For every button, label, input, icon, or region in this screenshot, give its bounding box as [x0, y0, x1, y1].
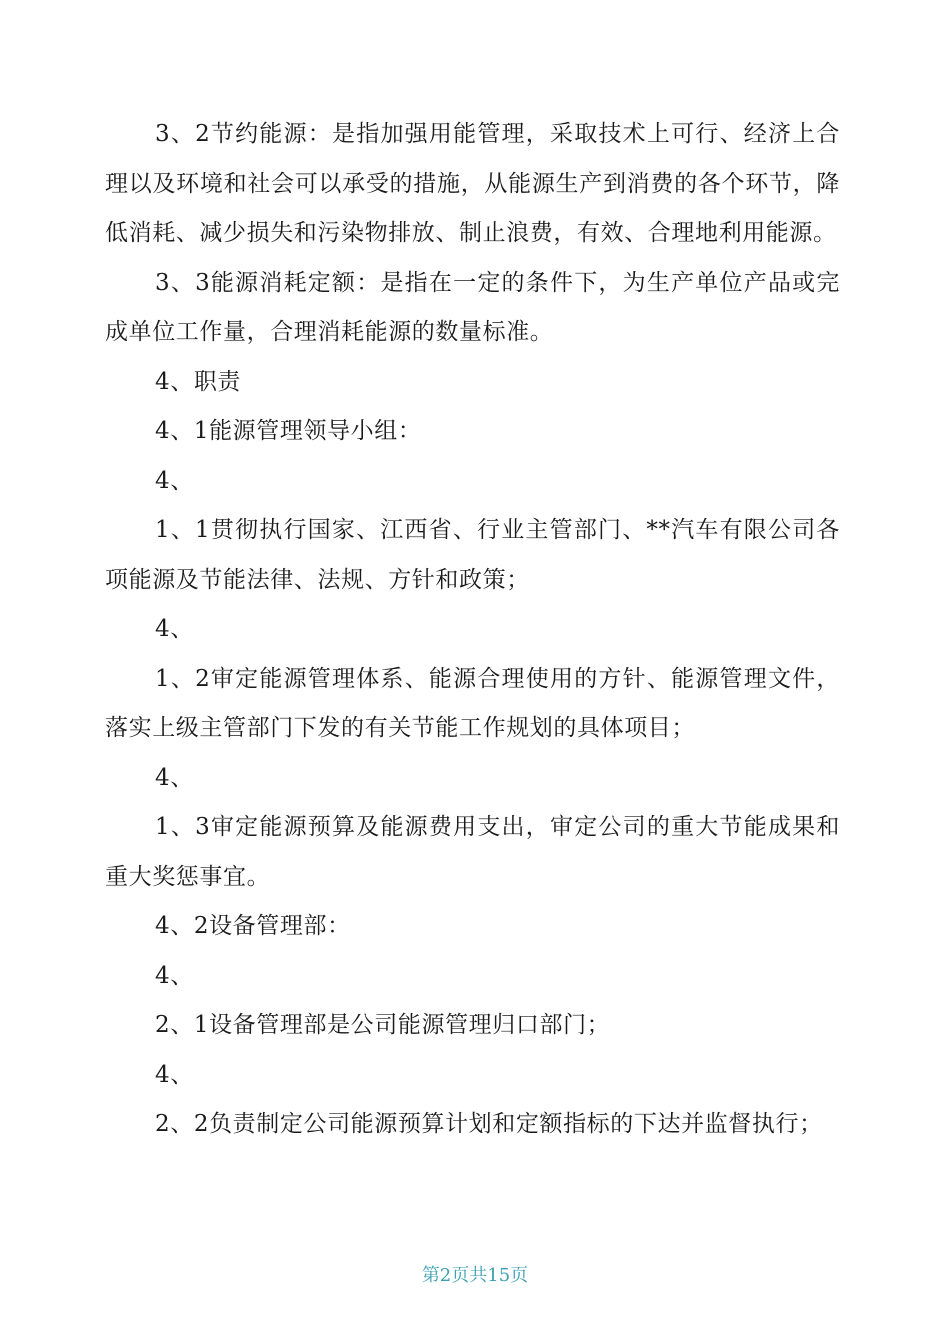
paragraph-approve-system: 1、2审定能源管理体系、能源合理使用的方针、能源管理文件，落实上级主管部门下发的有关节能工作规划的具体项目； — [105, 665, 840, 741]
paragraph-number-fragment: 4、 — [155, 1061, 194, 1088]
paragraph-number-fragment: 4、 — [155, 467, 194, 494]
paragraph-number-fragment: 4、 — [155, 962, 194, 989]
paragraph-budget-plan: 2、2负责制定公司能源预算计划和定额指标的下达并监督执行； — [155, 1111, 823, 1137]
paragraph-responsibilities-heading: 4、职责 — [155, 368, 242, 395]
paragraph-consumption-quota: 3、3能源消耗定额：是指在一定的条件下，为生产单位产品或完成单位工作量，合理消耗能源的数量标准。 — [105, 269, 840, 345]
paragraph-dept-role: 2、1设备管理部是公司能源管理归口部门； — [155, 1012, 611, 1038]
page-number-footer: 第2页共15页 — [421, 1265, 529, 1286]
paragraph-approve-budget: 1、3审定能源预算及能源费用支出，审定公司的重大节能成果和重大奖惩事宜。 — [105, 814, 840, 890]
paragraph-implement-laws: 1、1贯彻执行国家、江西省、行业主管部门、**汽车有限公司各项能源及节能法律、法规、方针和政策； — [105, 517, 840, 593]
paragraph-equipment-dept: 4、2设备管理部： — [155, 913, 351, 939]
paragraph-number-fragment: 4、 — [155, 616, 194, 642]
document-body — [105, 110, 840, 1150]
paragraph-leadership-group: 4、1能源管理领导小组： — [155, 418, 422, 444]
paragraph-number-fragment: 4、 — [155, 764, 194, 791]
paragraph-energy-saving: 3、2节约能源：是指加强用能管理，采取技术上可行、经济上合理以及环境和社会可以承受的措施，从能源生产到消费的各个环节，降低消耗、减少损失和污染物排放、制止浪费，有效、合理地利用能源。 — [105, 121, 840, 246]
